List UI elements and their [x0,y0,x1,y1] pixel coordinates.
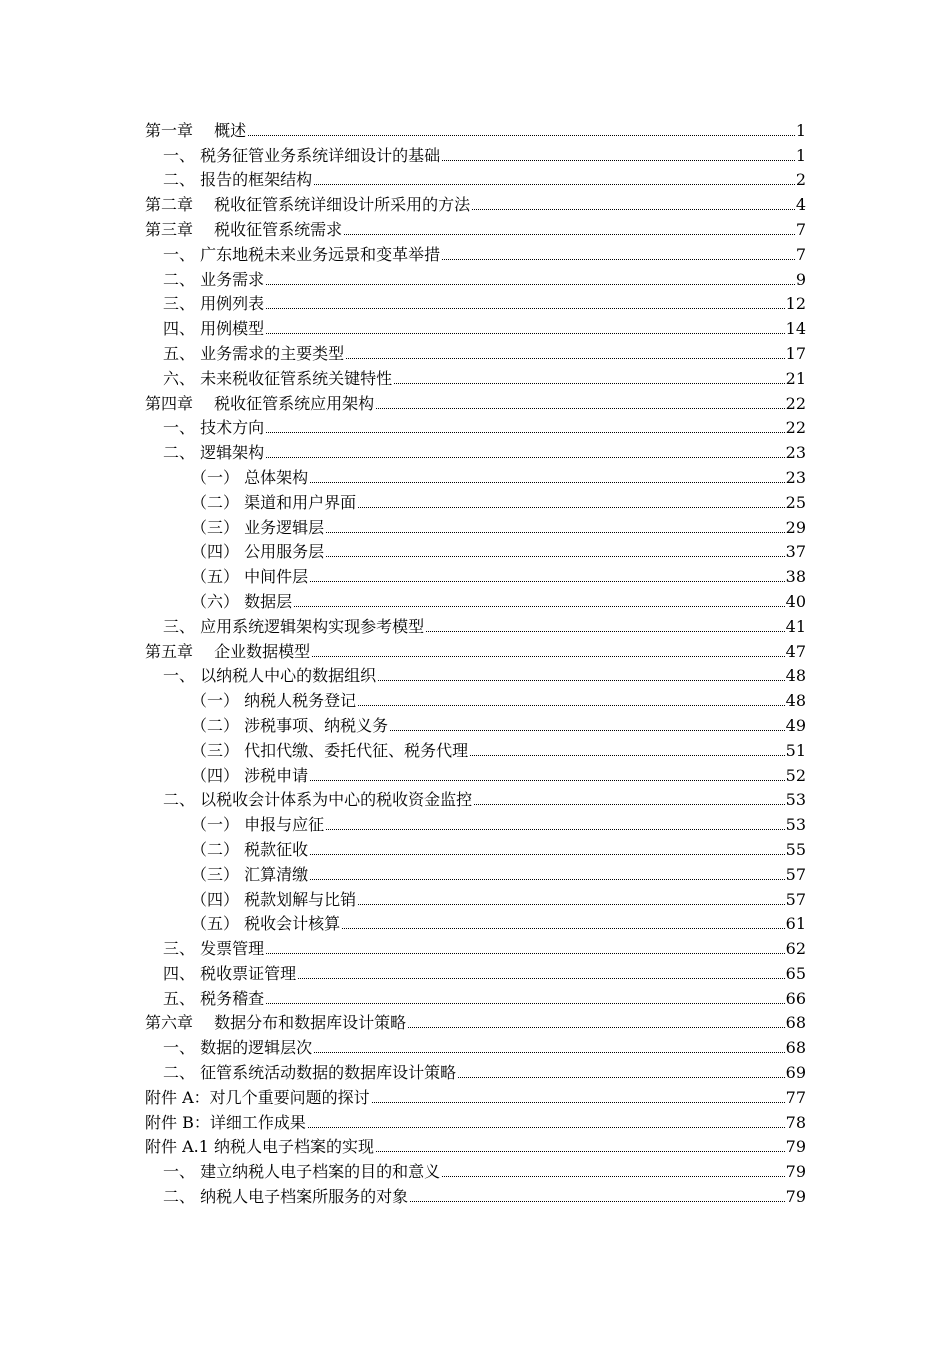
toc-dot-leader [248,135,795,136]
toc-page-number: 22 [785,418,806,438]
toc-entry-title: 二、 报告的框架结构 [163,170,313,190]
toc-page-number: 7 [795,219,806,239]
toc-entry-title: 五、 业务需求的主要类型 [163,343,345,363]
toc-page-number: 14 [785,319,806,339]
toc-dot-leader [310,854,785,855]
toc-entry[interactable] [145,910,806,935]
toc-dot-leader [266,457,785,458]
toc-page-number: 79 [785,1137,806,1157]
toc-entry-title: 第五章 企业数据模型 [145,641,311,661]
toc-dot-leader [474,804,785,805]
toc-entry-title: 一、 以纳税人中心的数据组织 [163,666,377,686]
toc-entry-title: （二） 涉税事项、纳税义务 [191,715,389,735]
toc-dot-leader [390,730,785,731]
toc-entry-title: （三） 代扣代缴、委托代征、税务代理 [191,740,469,760]
toc-dot-leader [298,978,785,979]
toc-entry[interactable] [145,587,806,612]
toc-entry[interactable] [145,314,806,339]
toc-page-number: 62 [785,939,806,959]
toc-dot-leader [310,879,785,880]
toc-dot-leader [408,1027,785,1028]
toc-dot-leader [326,532,785,533]
toc-entry-title: （一） 申报与应征 [191,815,325,835]
toc-entry[interactable] [145,1133,806,1158]
toc-entry-title: （四） 税款划解与比销 [191,889,357,909]
toc-dot-leader [394,383,785,384]
toc-page-number: 69 [785,1063,806,1083]
toc-entry[interactable] [145,364,806,389]
toc-dot-leader [410,1201,785,1202]
toc-dot-leader [442,160,795,161]
toc-entry[interactable] [145,686,806,711]
toc-entry-title: 五、 税务稽查 [163,988,265,1008]
toc-dot-leader [346,358,785,359]
toc-entry-title: （一） 纳税人税务登记 [191,691,357,711]
toc-entry-title: 二、 以税收会计体系为中心的税收资金监控 [163,790,473,810]
toc-entry[interactable] [145,339,806,364]
toc-entry-title: 二、 业务需求 [163,269,265,289]
toc-page-number: 37 [785,542,806,562]
toc-entry-title: 四、 税收票证管理 [163,963,297,983]
toc-entry-title: 二、 征管系统活动数据的数据库设计策略 [163,1063,457,1083]
toc-page-number: 48 [785,691,806,711]
toc-dot-leader [344,234,795,235]
toc-page-number: 12 [785,294,806,314]
toc-entry[interactable] [145,1108,806,1133]
toc-entry[interactable] [145,538,806,563]
toc-entry[interactable] [145,414,806,439]
toc-entry[interactable] [145,240,806,265]
toc-entry[interactable] [145,662,806,687]
toc-page-number: 4 [795,195,806,215]
toc-entry[interactable] [145,711,806,736]
toc-dot-leader [372,1102,785,1103]
toc-entry-title: （四） 涉税申请 [191,765,309,785]
toc-entry[interactable] [145,612,806,637]
toc-dot-leader [358,904,785,905]
toc-entry-title: 一、 数据的逻辑层次 [163,1038,313,1058]
toc-page-number: 65 [785,963,806,983]
toc-entry[interactable] [145,1182,806,1207]
toc-entry[interactable] [145,463,806,488]
toc-page-number: 1 [795,120,806,140]
toc-entry-title: 第四章 税收征管系统应用架构 [145,393,375,413]
toc-page-number: 9 [795,269,806,289]
toc-entry-title: 三、 发票管理 [163,939,265,959]
toc-page-number: 66 [785,988,806,1008]
toc-page-number: 7 [795,244,806,264]
table-of-contents [145,116,806,1207]
toc-page-number: 55 [785,839,806,859]
toc-entry[interactable] [145,215,806,240]
toc-entry-title: （六） 数据层 [191,591,293,611]
toc-entry-title: 三、 应用系统逻辑架构实现参考模型 [163,616,425,636]
toc-entry[interactable] [145,810,806,835]
toc-page-number: 53 [785,815,806,835]
toc-entry-title: 附件 A：对几个重要问题的探讨 [145,1087,370,1107]
toc-page-number: 2 [795,170,806,190]
toc-dot-leader [314,184,795,185]
toc-entry-title: 六、 未来税收征管系统关键特性 [163,368,393,388]
toc-entry[interactable] [145,835,806,860]
toc-page-number: 78 [785,1112,806,1132]
toc-page-number: 21 [785,368,806,388]
toc-entry-title: （一） 总体架构 [191,467,309,487]
toc-entry[interactable] [145,1009,806,1034]
toc-dot-leader [426,631,785,632]
toc-entry-title: （四） 公用服务层 [191,542,325,562]
toc-entry-title: 一、 建立纳税人电子档案的目的和意义 [163,1162,441,1182]
toc-entry-title: 三、 用例列表 [163,294,265,314]
toc-entry-title: （三） 业务逻辑层 [191,517,325,537]
toc-entry[interactable] [145,885,806,910]
toc-entry[interactable] [145,166,806,191]
toc-entry[interactable] [145,513,806,538]
toc-entry-title: 第二章 税收征管系统详细设计所采用的方法 [145,195,471,215]
toc-page-number: 48 [785,666,806,686]
toc-dot-leader [470,755,785,756]
toc-dot-leader [314,1052,785,1053]
toc-entry[interactable] [145,1157,806,1182]
toc-page-number: 51 [785,740,806,760]
toc-entry-title: 二、 纳税人电子档案所服务的对象 [163,1187,409,1207]
toc-entry-title: 第六章 数据分布和数据库设计策略 [145,1013,407,1033]
toc-entry-title: （二） 税款征收 [191,839,309,859]
toc-entry-title: （三） 汇算清缴 [191,864,309,884]
toc-entry-title: 一、 税务征管业务系统详细设计的基础 [163,145,441,165]
toc-entry[interactable] [145,984,806,1009]
toc-dot-leader [266,308,785,309]
toc-page-number: 57 [785,864,806,884]
toc-dot-leader [376,408,785,409]
toc-dot-leader [310,482,785,483]
toc-page-number: 79 [785,1162,806,1182]
toc-page-number: 68 [785,1013,806,1033]
toc-dot-leader [472,209,795,210]
toc-entry[interactable] [145,1083,806,1108]
toc-entry[interactable] [145,116,806,141]
toc-dot-leader [326,829,785,830]
toc-dot-leader [266,1003,785,1004]
toc-entry[interactable] [145,488,806,513]
toc-entry-title: （五） 税收会计核算 [191,914,341,934]
toc-dot-leader [358,705,785,706]
toc-page-number: 22 [785,393,806,413]
toc-entry[interactable] [145,389,806,414]
toc-entry[interactable] [145,637,806,662]
toc-entry-title: 一、 技术方向 [163,418,265,438]
toc-entry[interactable] [145,761,806,786]
toc-entry-title: 第一章 概述 [145,120,247,140]
toc-page-number: 77 [785,1087,806,1107]
toc-dot-leader [310,581,785,582]
toc-page-number: 61 [785,914,806,934]
toc-page-number: 53 [785,790,806,810]
toc-page-number: 38 [785,567,806,587]
toc-dot-leader [458,1077,785,1078]
toc-entry[interactable] [145,438,806,463]
toc-entry-title: 第三章 税收征管系统需求 [145,219,343,239]
toc-dot-leader [326,556,785,557]
toc-dot-leader [266,432,785,433]
toc-dot-leader [312,656,785,657]
toc-page-number: 17 [785,343,806,363]
toc-entry[interactable] [145,1033,806,1058]
toc-entry-title: （五） 中间件层 [191,567,309,587]
toc-dot-leader [442,259,795,260]
toc-entry[interactable] [145,860,806,885]
toc-entry-title: 四、 用例模型 [163,319,265,339]
toc-entry[interactable] [145,959,806,984]
toc-dot-leader [308,1127,785,1128]
toc-page-number: 57 [785,889,806,909]
toc-entry[interactable] [145,786,806,811]
toc-dot-leader [294,606,785,607]
toc-entry[interactable] [145,141,806,166]
toc-page-number: 23 [785,467,806,487]
toc-entry-title: 附件 A.1 纳税人电子档案的实现 [145,1137,374,1157]
toc-dot-leader [442,1176,785,1177]
toc-entry[interactable] [145,190,806,215]
toc-entry-title: （二） 渠道和用户界面 [191,492,357,512]
toc-page-number: 29 [785,517,806,537]
toc-page-number: 47 [785,641,806,661]
toc-dot-leader [378,680,785,681]
toc-entry[interactable] [145,562,806,587]
toc-dot-leader [342,928,785,929]
toc-page-number: 68 [785,1038,806,1058]
toc-entry[interactable] [145,736,806,761]
toc-dot-leader [266,284,795,285]
toc-dot-leader [266,333,785,334]
toc-page-number: 23 [785,443,806,463]
toc-dot-leader [358,507,785,508]
toc-page-number: 1 [795,145,806,165]
toc-dot-leader [266,953,785,954]
toc-entry[interactable] [145,265,806,290]
toc-page-number: 25 [785,492,806,512]
toc-dot-leader [376,1151,785,1152]
toc-page-number: 40 [785,591,806,611]
toc-entry[interactable] [145,1058,806,1083]
toc-entry[interactable] [145,290,806,315]
toc-page-number: 52 [785,765,806,785]
toc-page-number: 41 [785,616,806,636]
toc-entry[interactable] [145,934,806,959]
toc-entry-title: 附件 B：详细工作成果 [145,1112,306,1132]
toc-entry-title: 一、 广东地税未来业务远景和变革举措 [163,244,441,264]
toc-page-number: 79 [785,1187,806,1207]
toc-page-number: 49 [785,715,806,735]
toc-entry-title: 二、 逻辑架构 [163,443,265,463]
toc-dot-leader [310,780,785,781]
